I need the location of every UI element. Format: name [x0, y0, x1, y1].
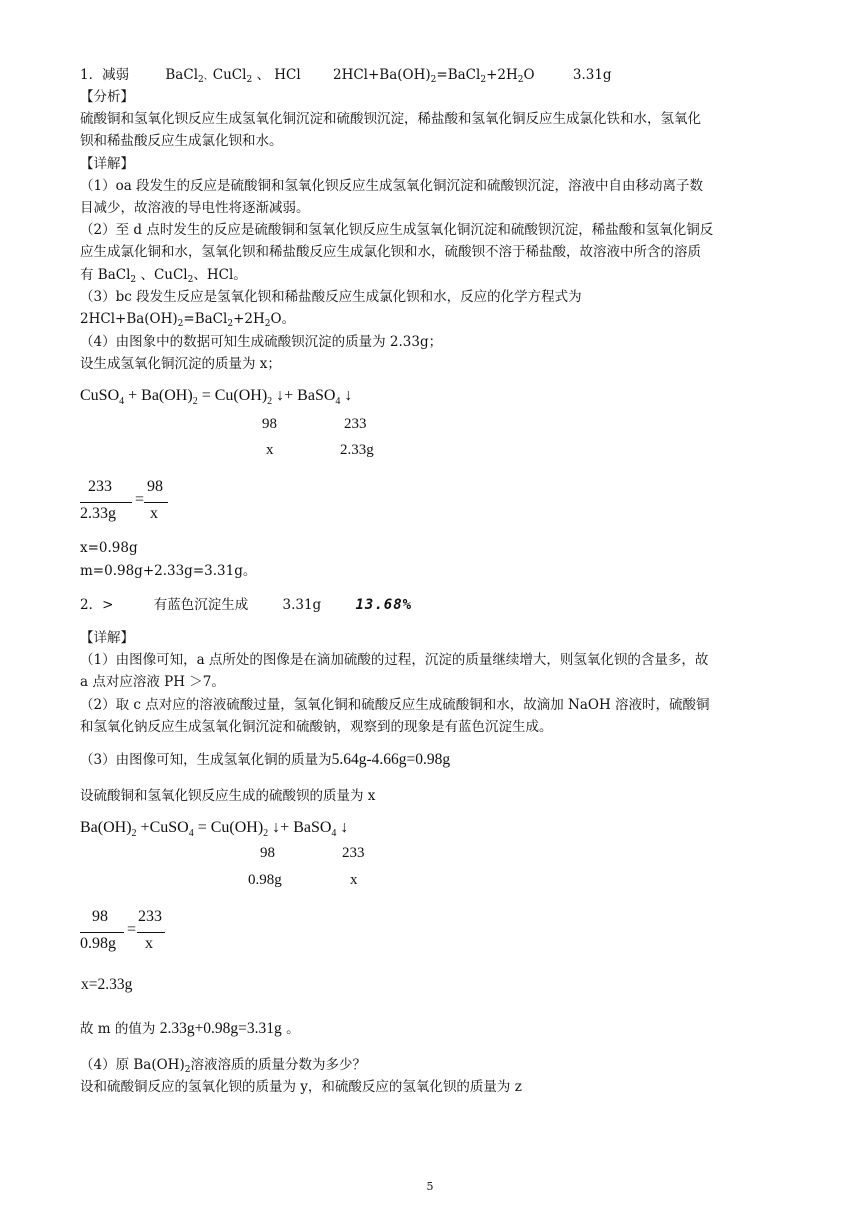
q1-analysis-heading: 【分析】	[80, 89, 134, 105]
q1-analysis-text: 钡和稀盐酸反应生成氯化钡和水。	[80, 133, 283, 149]
page-number: 5	[426, 1180, 434, 1193]
q1-detail-text: （3）bc 段发生反应是氢氧化钡和稀盐酸反应生成氯化钡和水，反应的化学方程式为	[80, 289, 582, 305]
q1-result-x: x=0.98g	[80, 540, 138, 556]
q2-detail-text: （4）原 $Ba(OH)_2$溶液溶质的质量分数为多少？	[80, 1057, 366, 1075]
q2-unknown: x	[350, 872, 358, 888]
q2-detail-text: 和氢氧化钠反应生成氢氧化铜沉淀和硫酸钠，观察到的现象是有蓝色沉淀生成。	[80, 719, 553, 735]
q2-chemical-equation: $Ba(OH)_2$ +CuSO$_4$ = $Cu(OH)_2$ ↓+ BaSO$_4$ ↓	[80, 819, 349, 839]
q1-detail-text: 目减少，故溶液的导电性将逐渐减弱。	[80, 200, 310, 216]
q1-analysis-text: 硫酸铜和氢氧化钡反应生成氢氧化铜沉淀和硫酸钡沉淀，稀盐酸和氢氧化铜反应生成氯化铁和水，氢氧化	[80, 111, 701, 127]
q2-answer-line: 2．> 有蓝色沉淀生成 3.31g 13.68%	[80, 597, 413, 613]
q2-detail-text: 设和硫酸铜反应的氢氧化钡的质量为 y，和硫酸反应的氢氧化钡的质量为 z	[80, 1079, 522, 1095]
q1-answer-line: 1．减弱 BaCl$_2$、CuCl$_2$ 、 HCl $2HCl+Ba(OH)_2=BaCl_2+2H_2O$ 3.31g	[80, 67, 612, 85]
q2-detail-heading: 【详解】	[80, 630, 134, 646]
q2-molar-mass: 98	[260, 845, 275, 861]
q2-detail-text: （2）取 c 点对应的溶液硫酸过量，氢氧化铜和硫酸反应生成硫酸铜和水，故滴加 NaOH 溶液时，硫酸铜	[80, 697, 710, 713]
q1-unknown: x	[266, 442, 274, 458]
q1-proportion: 233 2.33g = 98 x	[80, 478, 170, 528]
q2-molar-mass: 233	[342, 845, 365, 861]
q1-detail-text: （2）至 d 点时发生的反应是硫酸铜和氢氧化钡反应生成氢氧化铜沉淀和硫酸钡沉淀，稀盐酸和氢氧化铜反	[80, 222, 714, 238]
q1-detail-text: （4）由图象中的数据可知生成硫酸钡沉淀的质量为 2.33g；	[80, 334, 443, 350]
q1-detail-text: 应生成氯化铜和水，氢氧化钡和稀盐酸反应生成氯化钡和水，硫酸钡不溶于稀盐酸，故溶液中所含的溶质	[80, 244, 701, 260]
q1-detail-text: （1）oa 段发生的反应是硫酸铜和氢氧化钡反应生成氢氧化铜沉淀和硫酸钡沉淀，溶液中自由移动离子数	[80, 178, 704, 194]
q1-molar-mass: 233	[344, 416, 367, 432]
q1-result-m: m=0.98g+2.33g=3.31g。	[80, 563, 257, 579]
q2-proportion: 98 0.98g = 233 x	[80, 908, 170, 958]
q2-detail-text: a 点对应溶液 PH ＞7。	[80, 674, 225, 690]
q1-known-mass: 2.33g	[340, 442, 374, 458]
q2-detail-text: 设硫酸铜和氢氧化钡反应生成的硫酸钡的质量为 x	[80, 788, 376, 804]
q1-molar-mass: 98	[262, 416, 277, 432]
q2-result-m: 故 m 的值为 2.33g+0.98g=3.31g 。	[80, 1020, 300, 1037]
q2-detail-text: （1）由图像可知，a 点所处的图像是在滴加硫酸的过程，沉淀的质量继续增大，则氢氧化钡的含量多，故	[80, 652, 709, 668]
q2-detail-text: （3）由图像可知，生成氢氧化铜的质量为5.64g-4.66g=0.98g	[80, 751, 451, 768]
q2-known-mass: 0.98g	[248, 872, 282, 888]
q1-detail-text: 有 BaCl$_2$ 、CuCl$_2$、HCl。	[80, 267, 247, 285]
q1-chemical-equation: CuSO$_4$ + $Ba(OH)_2 = Cu(OH)_2$ ↓+ BaSO$_4$ ↓	[80, 387, 353, 407]
q2-result-x: x=2.33g	[81, 976, 133, 993]
q1-detail-heading: 【详解】	[80, 156, 134, 172]
q1-detail-equation: $2HCl+Ba(OH)_2=BaCl_2+2H_2O$。	[80, 311, 296, 329]
q1-detail-text: 设生成氢氧化铜沉淀的质量为 x；	[80, 356, 281, 372]
